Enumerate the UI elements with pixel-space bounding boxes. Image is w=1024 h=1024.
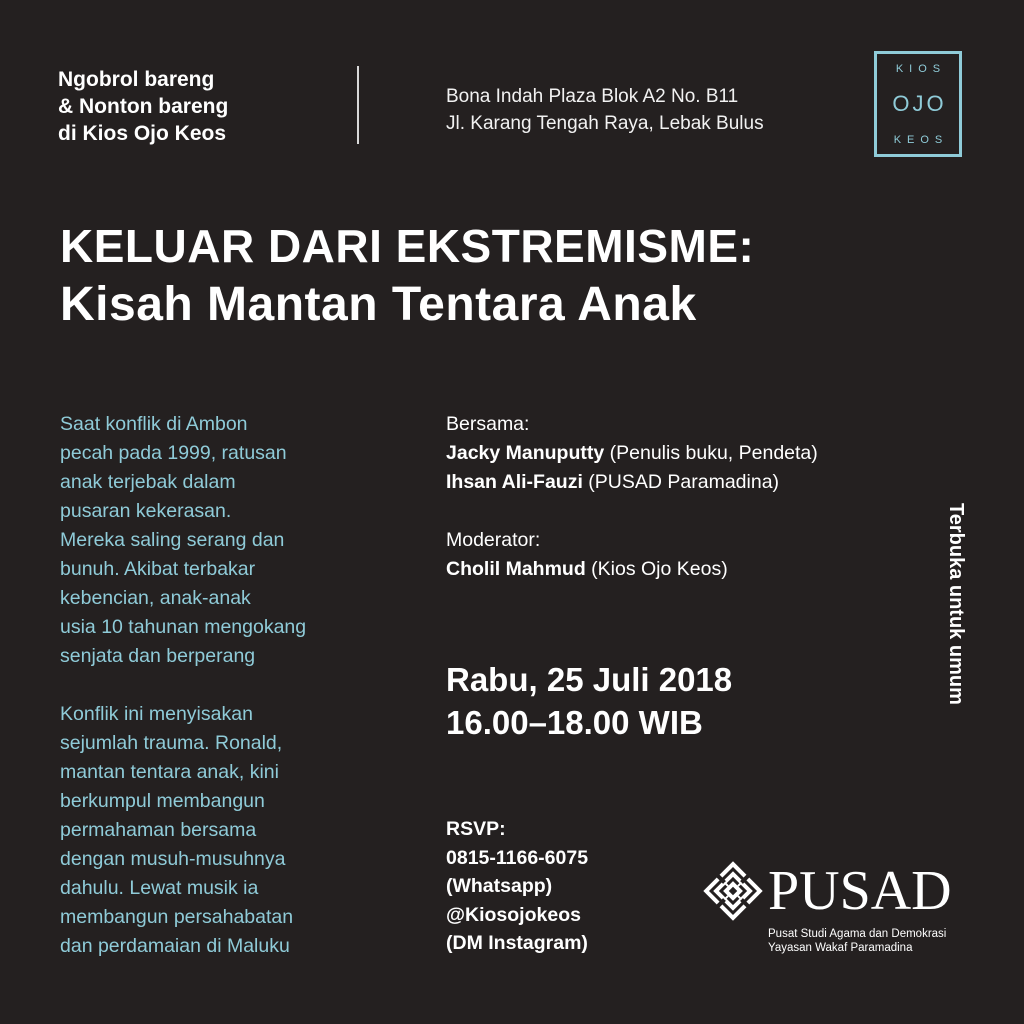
story-line: sejumlah trauma. Ronald, (60, 732, 283, 754)
story-line: pusaran kekerasan. (60, 500, 232, 522)
story-line: senjata dan berperang (60, 645, 256, 667)
rsvp-phone-note: (Whatsapp) (446, 875, 553, 897)
pusad-knot-icon (702, 860, 764, 922)
address-line: Jl. Karang Tengah Raya, Lebak Bulus (446, 113, 764, 134)
event-date: Rabu, 25 Juli 2018 (446, 661, 733, 698)
logo-top-text: KIOS (895, 63, 947, 75)
rsvp-instagram-note: (DM Instagram) (446, 932, 588, 954)
moderator (446, 555, 818, 584)
rsvp-phone: 0815-1166-6075 (446, 846, 589, 869)
story-line: Mereka saling serang dan (60, 529, 285, 551)
event-schedule (446, 658, 732, 744)
story-line: permahaman bersama (60, 819, 257, 841)
pusad-subtitle-line: Pusat Studi Agama dan Demokrasi (768, 928, 947, 940)
speakers-block (446, 410, 818, 584)
speaker-1 (446, 439, 818, 468)
rsvp-block (446, 815, 588, 958)
speakers-gap (446, 497, 818, 526)
with-label: Bersama: (446, 413, 530, 435)
intro-line: & Nonton bareng (58, 95, 229, 118)
event-description (60, 410, 390, 961)
title-line-2: Kisah Mantan Tentara Anak (60, 278, 697, 331)
kios-ojo-keos-logo (874, 51, 962, 157)
intro-text (58, 66, 228, 147)
header-divider (357, 66, 359, 144)
intro-line: di Kios Ojo Keos (58, 122, 227, 145)
address-line: Bona Indah Plaza Blok A2 No. B11 (446, 86, 739, 107)
story-line: anak terjebak dalam (60, 471, 236, 493)
rsvp-instagram: @Kiosojokeos (446, 903, 581, 926)
speaker-1-role: (Penulis buku, Pendeta) (604, 442, 818, 464)
intro-line: Ngobrol bareng (58, 68, 215, 91)
open-to-public-note (943, 503, 969, 743)
moderator-role: (Kios Ojo Keos) (585, 558, 728, 580)
speaker-1-name: Jacky Manuputty (446, 442, 605, 464)
story-line: Konflik ini menyisakan (60, 703, 253, 725)
rsvp-label: RSVP: (446, 818, 506, 840)
story-line: dahulu. Lewat musik ia (60, 877, 259, 899)
pusad-subtitle (768, 927, 946, 955)
pusad-subtitle-line: Yayasan Wakaf Paramadina (768, 942, 913, 954)
speaker-2-name: Ihsan Ali-Fauzi (446, 471, 583, 493)
paragraph-gap (60, 671, 390, 700)
story-line: kebencian, anak-anak (60, 587, 251, 609)
logo-bottom-text: KEOS (893, 134, 949, 146)
story-line: bunuh. Akibat terbakar (60, 558, 256, 580)
story-line: dan perdamaian di Maluku (60, 935, 290, 957)
moderator-label: Moderator: (446, 529, 541, 551)
logo-middle-text: OJO (892, 91, 947, 116)
open-to-public-text: Terbuka untuk umum (945, 503, 967, 705)
moderator-name: Cholil Mahmud (446, 558, 586, 580)
event-time: 16.00–18.00 WIB (446, 704, 703, 741)
story-line: berkumpul membangun (60, 790, 265, 812)
story-line: mantan tentara anak, kini (60, 761, 279, 783)
venue-address (446, 83, 764, 137)
story-line: membangun persahabatan (60, 906, 294, 928)
story-line: Saat konflik di Ambon (60, 413, 248, 435)
pusad-wordmark: PUSAD (768, 860, 952, 922)
event-title (60, 218, 754, 336)
speaker-2 (446, 468, 818, 497)
story-line: usia 10 tahunan mengokang (60, 616, 307, 638)
story-line: pecah pada 1999, ratusan (60, 442, 287, 464)
pusad-logo (702, 855, 992, 965)
story-line: dengan musuh-musuhnya (60, 848, 286, 870)
title-line-1: KELUAR DARI EKSTREMISME: (60, 220, 755, 272)
speaker-2-role: (PUSAD Paramadina) (582, 471, 780, 493)
